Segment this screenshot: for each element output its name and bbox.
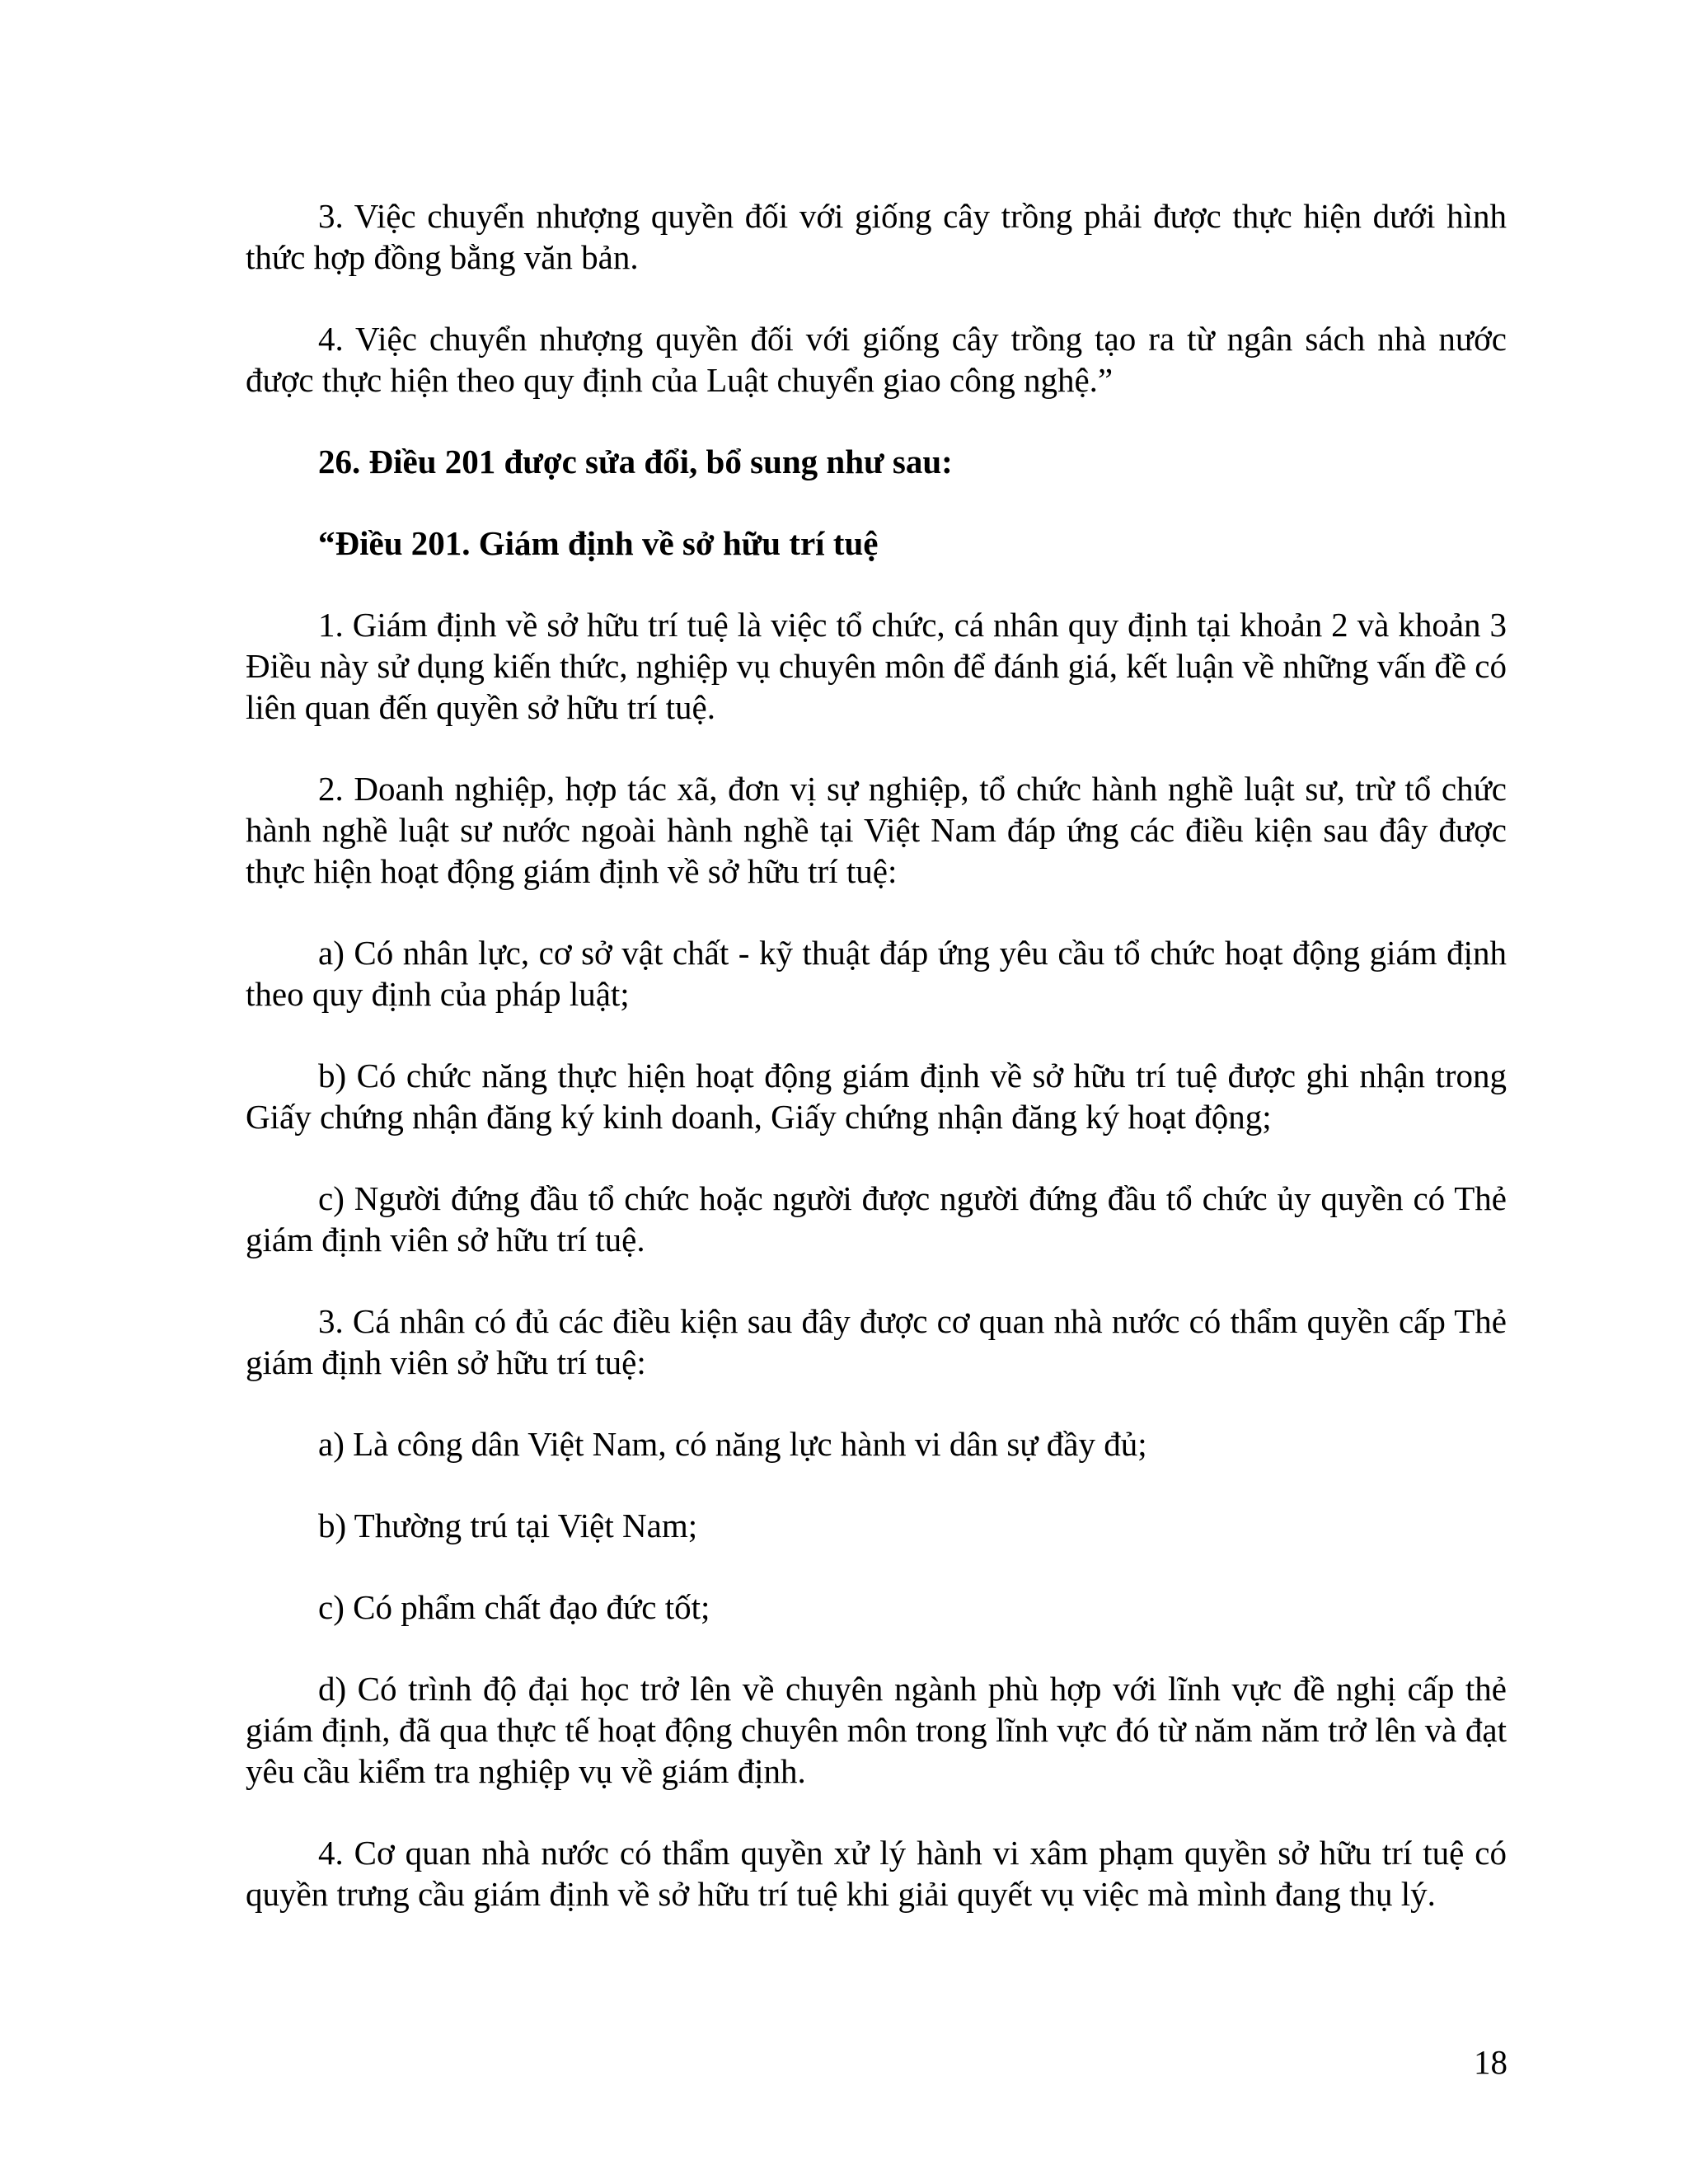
- amendment-heading: 26. Điều 201 được sửa đổi, bổ sung như sau:: [318, 443, 953, 480]
- paragraph-point-c-head: c) Người đứng đầu tổ chức hoặc người được người đứng đầu tổ chức ủy quyền có Thẻ giám định viên sở hữu trí tuệ.: [246, 1179, 1507, 1258]
- paragraph-clause-2-organizations: 2. Doanh nghiệp, hợp tác xã, đơn vị sự nghiệp, tổ chức hành nghề luật sư, trừ tổ chức hành nghề luật sư nước ngoài hành nghề tại Việt Nam đáp ứng các điều kiện sau đây được thực hiện hoạt động giám định về sở hữu trí tuệ:: [246, 770, 1507, 890]
- paragraph-clause-4-authority: 4. Cơ quan nhà nước có thẩm quyền xử lý hành vi xâm phạm quyền sở hữu trí tuệ có quyền trưng cầu giám định về sở hữu trí tuệ khi giải quyết vụ việc mà mình đang thụ lý.: [246, 1834, 1507, 1913]
- paragraph-clause-3-transfer-form: 3. Việc chuyển nhượng quyền đối với giống cây trồng phải được thực hiện dưới hình thức hợp đồng bằng văn bản.: [246, 197, 1507, 276]
- paragraph-point-c-ethics: c) Có phẩm chất đạo đức tốt;: [318, 1588, 710, 1626]
- paragraph-point-a-citizen: a) Là công dân Việt Nam, có năng lực hành vi dân sự đầy đủ;: [318, 1425, 1147, 1463]
- paragraph-clause-1-definition: 1. Giám định về sở hữu trí tuệ là việc tổ chức, cá nhân quy định tại khoản 2 và khoản 3 Điều này sử dụng kiến thức, nghiệp vụ chuyên môn để đánh giá, kết luận về những vấn đề có liên quan đến quyền sở hữu trí tuệ.: [246, 606, 1507, 726]
- paragraph-point-d-education: d) Có trình độ đại học trở lên về chuyên ngành phù hợp với lĩnh vực đề nghị cấp thẻ giám định, đã qua thực tế hoạt động chuyên môn trong lĩnh vực đó từ năm năm trở lên và đạt yêu cầu kiểm tra nghiệp vụ về giám định.: [246, 1670, 1507, 1790]
- article-title: “Điều 201. Giám định về sở hữu trí tuệ: [318, 524, 879, 562]
- paragraph-point-b-residence: b) Thường trú tại Việt Nam;: [318, 1507, 698, 1544]
- page-number: 18: [1474, 2043, 1507, 2081]
- document-body: [246, 195, 1507, 1955]
- paragraph-point-a-resources: a) Có nhân lực, cơ sở vật chất - kỹ thuật đáp ứng yêu cầu tổ chức hoạt động giám định theo quy định của pháp luật;: [246, 934, 1507, 1013]
- paragraph-point-b-function: b) Có chức năng thực hiện hoạt động giám định về sở hữu trí tuệ được ghi nhận trong Giấy chứng nhận đăng ký kinh doanh, Giấy chứng nhận đăng ký hoạt động;: [246, 1057, 1507, 1136]
- paragraph-clause-4-state-budget: 4. Việc chuyển nhượng quyền đối với giống cây trồng tạo ra từ ngân sách nhà nước được thực hiện theo quy định của Luật chuyển giao công nghệ.”: [246, 320, 1507, 399]
- paragraph-clause-3-individuals: 3. Cá nhân có đủ các điều kiện sau đây được cơ quan nhà nước có thẩm quyền cấp Thẻ giám định viên sở hữu trí tuệ:: [246, 1302, 1507, 1381]
